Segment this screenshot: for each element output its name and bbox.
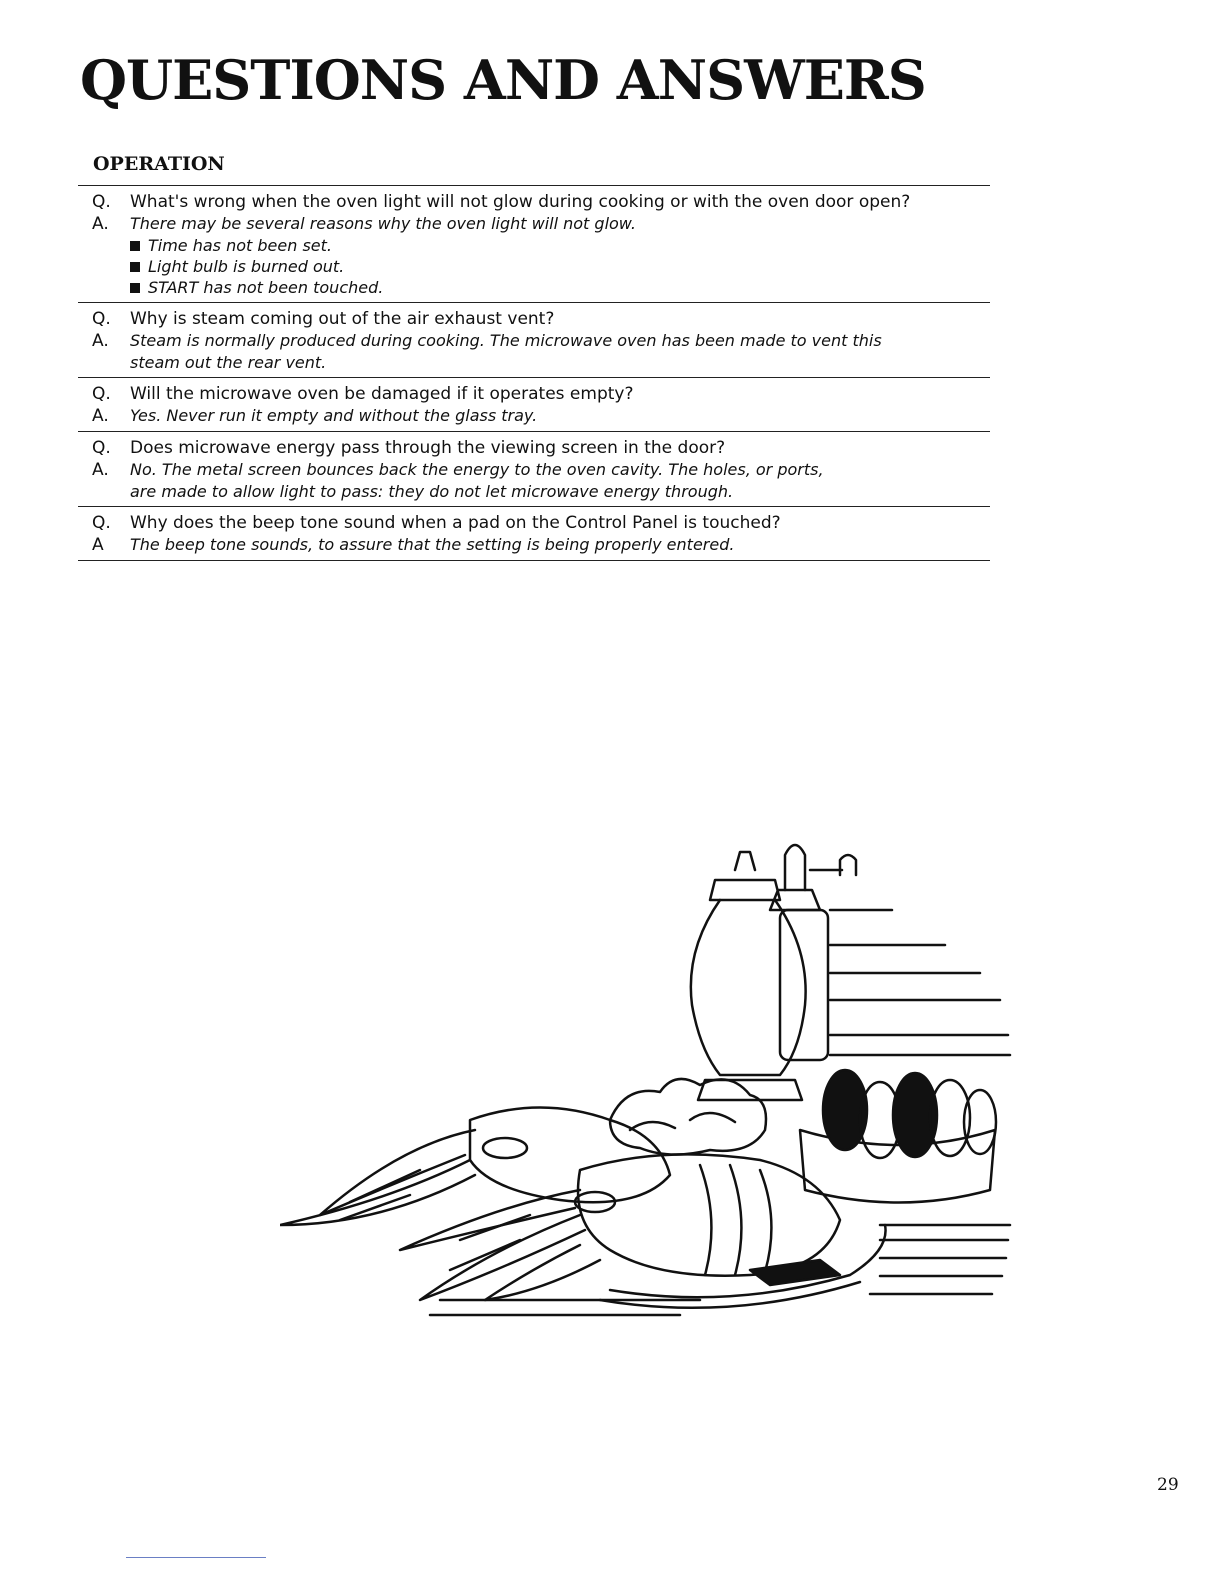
answer-text: There may be several reasons why the oven light will not glow. — [130, 214, 636, 233]
qa-item — [78, 506, 990, 561]
answer-text: The beep tone sounds, to assure that the setting is being properly entered. — [130, 535, 735, 554]
qa-item — [78, 377, 990, 431]
mussel-bowl — [800, 1070, 996, 1203]
answer-continuation-row — [78, 352, 990, 373]
question-label: Q. — [92, 192, 111, 212]
question-row — [78, 384, 990, 405]
bullet-item: Time has not been set. — [130, 235, 990, 256]
answer-text: Steam is normally produced during cooking. The microwave oven has been made to vent this — [130, 331, 882, 350]
answer-text: Yes. Never run it empty and without the glass tray. — [130, 406, 538, 425]
answer-bullet-list — [78, 235, 990, 298]
answer-label: A. — [92, 460, 109, 480]
question-text: Why is steam coming out of the air exhaust vent? — [130, 309, 555, 329]
question-text: What's wrong when the oven light will not glow during cooking or with the oven door open? — [130, 192, 911, 212]
question-label: Q. — [92, 438, 111, 458]
question-row — [78, 513, 990, 534]
lettuce-garnish — [610, 1079, 766, 1155]
square-bullet-icon — [130, 262, 140, 272]
question-label: Q. — [92, 309, 111, 329]
bullet-item: START has not been touched. — [130, 277, 990, 298]
answer-text: No. The metal screen bounces back the energy to the oven cavity. The holes, or ports, — [130, 460, 824, 479]
footer-rule — [126, 1557, 266, 1558]
answer-text: steam out the rear vent. — [130, 353, 327, 372]
answer-label: A. — [92, 406, 109, 426]
question-row — [78, 309, 990, 330]
qa-item — [78, 431, 990, 506]
page-number: 29 — [1157, 1475, 1179, 1495]
question-row — [78, 192, 990, 213]
answer-row — [78, 330, 990, 352]
question-text: Does microwave energy pass through the viewing screen in the door? — [130, 438, 726, 458]
question-row — [78, 438, 990, 459]
square-bullet-icon — [130, 283, 140, 293]
page-title: QUESTIONS AND ANSWERS — [80, 48, 926, 112]
qa-list — [78, 185, 990, 561]
answer-text: are made to allow light to pass: they do not let microwave energy through. — [130, 482, 734, 501]
question-label: Q. — [92, 513, 111, 533]
answer-label: A. — [92, 331, 109, 351]
question-text: Will the microwave oven be damaged if it operates empty? — [130, 384, 634, 404]
qa-item — [78, 185, 990, 302]
answer-row — [78, 405, 990, 427]
answer-row — [78, 213, 990, 235]
answer-label: A — [92, 535, 104, 555]
question-label: Q. — [92, 384, 111, 404]
qa-item — [78, 302, 990, 377]
lobster-dinner-illustration-icon — [280, 830, 1020, 1340]
answer-row — [78, 534, 990, 556]
bullet-item: Light bulb is burned out. — [130, 256, 990, 277]
answer-label: A. — [92, 214, 109, 234]
square-bullet-icon — [130, 241, 140, 251]
section-heading: OPERATION — [93, 153, 225, 175]
serving-plate — [600, 1225, 886, 1308]
answer-row — [78, 459, 990, 481]
answer-continuation-row — [78, 481, 990, 502]
question-text: Why does the beep tone sound when a pad on the Control Panel is touched? — [130, 513, 781, 533]
